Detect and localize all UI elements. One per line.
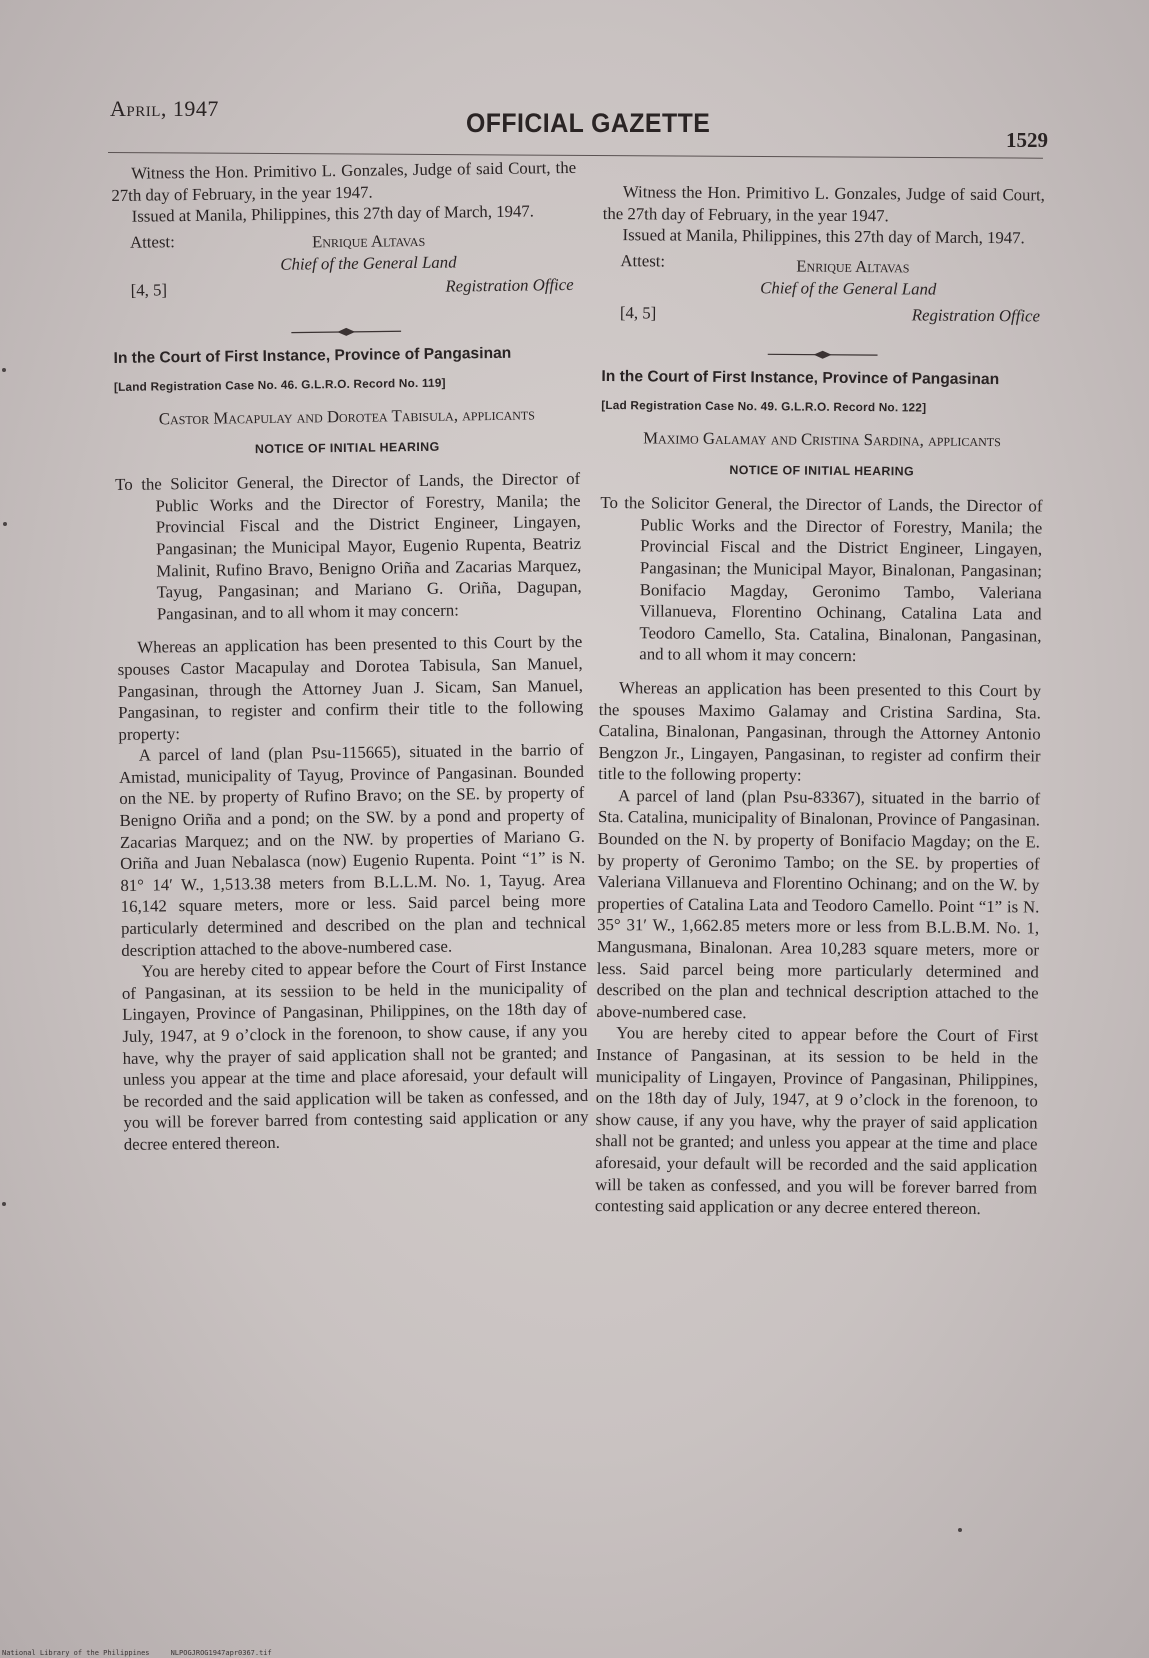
- notice-heading: NOTICE OF INITIAL HEARING: [729, 462, 915, 479]
- addressees-paragraph: To the Solicitor General, the Director of Lands, the Director of Public Works and the Director of Forestry, Manila; the Provincial Fiscal and the District Engineer, Lingayen, Pangasinan; the Municipal Mayor, Eugenio Rupenta, Beatriz Malinit, Rufino Bravo, Benigno Oriña and Zacarias Marquez, Tayug, Pangasinan; and Mariano G. Oriña, Dagupan, Pangasinan, and to all whom it may concern:: [115, 469, 582, 624]
- applicants-line: Castor Macapulay and Dorotea Tabisula, applicants: [158, 404, 535, 429]
- citation-paragraph: You are hereby cited to appear before the Court of First Instance of Pangasinan, at its session to be held in the municipality of Lingayen, Province of Pangasinan, Philippines, on the 18th day of July, 1947, at 9 o’clock in the forenoon, to show cause, if any you have, why the prayer of said application shall not be granted; and unless you appear at the time and place aforesaid, your default will be recorded and the said application will be taken as confessed, and you will be forever barred from contesting said application or any decree entered thereon.: [594, 1023, 1039, 1219]
- witness-paragraph: Witness the Hon. Primitivo L. Gonzales, Judge of said Court, the 27th day of February, in the year 1947.: [602, 182, 1045, 225]
- scan-speck: [2, 368, 6, 372]
- attest-label: Attest:: [129, 231, 175, 252]
- signatory-title-line2: Registration Office: [445, 274, 574, 296]
- case-reference: [Land Registration Case No. 46. G.L.R.O. Record No. 119]: [113, 376, 446, 395]
- notice-heading: NOTICE OF INITIAL HEARING: [254, 439, 440, 456]
- issued-paragraph: Issued at Manila, Philippines, this 27th day of March, 1947.: [131, 201, 535, 226]
- right-column: [595, 181, 1045, 1220]
- signatory-name: Enrique Altavas: [311, 230, 426, 252]
- issue-code: [4, 5]: [130, 280, 168, 300]
- scan-speck: [958, 1528, 962, 1532]
- court-heading: In the Court of First Instance, Province of Pangasinan: [113, 344, 512, 367]
- header-title: OFFICIAL GAZETTE: [466, 108, 711, 138]
- signatory-title-line2: Registration Office: [911, 305, 1041, 326]
- signatory-title-line1: Chief of the General Land: [280, 252, 457, 274]
- footer-source: National Library of the Philippines: [2, 1649, 150, 1657]
- signature-block: [112, 226, 578, 324]
- attest-label: Attest:: [620, 250, 666, 271]
- header-date: April, 1947: [110, 96, 219, 121]
- whereas-paragraph: Whereas an application has been presented to this Court by the spouses Maximo Galamay and Cristina Sardina, Sta. Catalina, Binalonan, Pangasinan, through the Attorney Antonio Bengzon Jr., Lingayen, Pangasinan, to register ad confirm their title to the following property:: [598, 678, 1042, 785]
- issued-paragraph: Issued at Manila, Philippines, this 27th day of March, 1947.: [622, 225, 1025, 248]
- citation-paragraph: You are hereby cited to appear before the Court of First Instance of Pangasinan, at its sessiion to be held in the municipality of Lingayen, Province of Pangasinan, Philippines, on the 18th day of July, 1947, at 9 o’clock in the forenoon, to show cause, if any you have, why the prayer of said application shall not be granted; and unless you appear at the time and place aforesaid, your default will be recorded and the said application will be taken as confessed, and you will be forever barred from contesting said application or any decree entered thereon.: [121, 956, 589, 1154]
- signature-block: [602, 250, 1045, 345]
- parcel-paragraph: A parcel of land (plan Psu-83367), situated in the barrio of Sta. Catalina, municipality of Binalonan, Province of Pangasinan. Bounded on the N. by property of Bonifacio Magday; on the E. by property of Geronimo Tambo; on the SE. by properties of Valeriana Villanueva and Florentino Ochinang; and on the W. by properties of Catalina Lata and Teodoro Camello. Point “1” is N. 35° 31′ W., 1,662.85 meters more or less from B.L.B.M. No. 1, Mangusmana, Binalonan. Area 10,283 square meters, more or less. Said parcel being more particularly determined and described on the plan and technical description attached to the above-numbered case.: [596, 786, 1041, 1022]
- signatory-title-line1: Chief of the General Land: [760, 278, 937, 299]
- left-column: [111, 157, 589, 1156]
- whereas-paragraph: Whereas an application has been presented to this Court by the spouses Castor Macapulay and Dorotea Tabisula, San Manuel, Pangasinan, through the Attorney Juan J. Sicam, San Manuel, Pangasinan, to register and confirm their title to the following property:: [117, 632, 584, 744]
- addressees-paragraph: To the Solicitor General, the Director of Lands, the Director of Public Works and the Director of Forestry, Manila; the Provincial Fiscal and the District Engineer, Lingayen, Pangasinan; the Municipal Mayor, Binalonan, Pangasinan; Bonifacio Magday, Geronimo Tambo, Valeriana Villanueva, Florentino Ochinang, Catalina Lata and Teodoro Camello, Sta. Catalina, Binalonan, Pangasinan, and to all whom it may concern:: [600, 493, 1043, 666]
- parcel-paragraph: A parcel of land (plan Psu-115665), situated in the barrio of Amistad, municipality of Tayug, Province of Pangasinan. Bounded on the NE. by property of Rufino Bravo; on the SE. by property of Benigno Oriña and a pond; on the SW. by a pond and property of Zacarias Marquez; and on the NW. by properties of Mariano G. Oriña and Juan Nebalasca (now) Eugenio Rupenta. Point “1” is N. 81° 14′ W., 1,513.38 meters from B.L.L.M. No. 1, Tayug. Area 16,142 square meters, more or less. Said parcel being more particularly determined and described on the plan and technical description attached to the above-numbered case.: [118, 740, 587, 960]
- ornament-divider-icon: [768, 349, 878, 360]
- page-number: 1529: [1006, 128, 1048, 152]
- scan-speck: [2, 1202, 6, 1206]
- issue-code: [4, 5]: [619, 302, 657, 323]
- witness-paragraph: Witness the Hon. Primitivo L. Gonzales, Judge of said Court, the 27th day of February, in the year 1947.: [111, 157, 577, 205]
- scan-speck: [3, 522, 7, 526]
- applicants-line: Maximo Galamay and Cristina Sardina, applicants: [643, 428, 1001, 451]
- scan-footer: [0, 1648, 274, 1658]
- ornament-divider-icon: [291, 326, 401, 337]
- signatory-name: Enrique Altavas: [796, 256, 910, 277]
- case-reference: [Lad Registration Case No. 49. G.L.R.O. Record No. 122]: [601, 398, 927, 415]
- footer-file: NLPOGJROG1947apr0367.tif: [170, 1649, 272, 1657]
- court-heading: In the Court of First Instance, Province of Pangasinan: [601, 367, 1000, 388]
